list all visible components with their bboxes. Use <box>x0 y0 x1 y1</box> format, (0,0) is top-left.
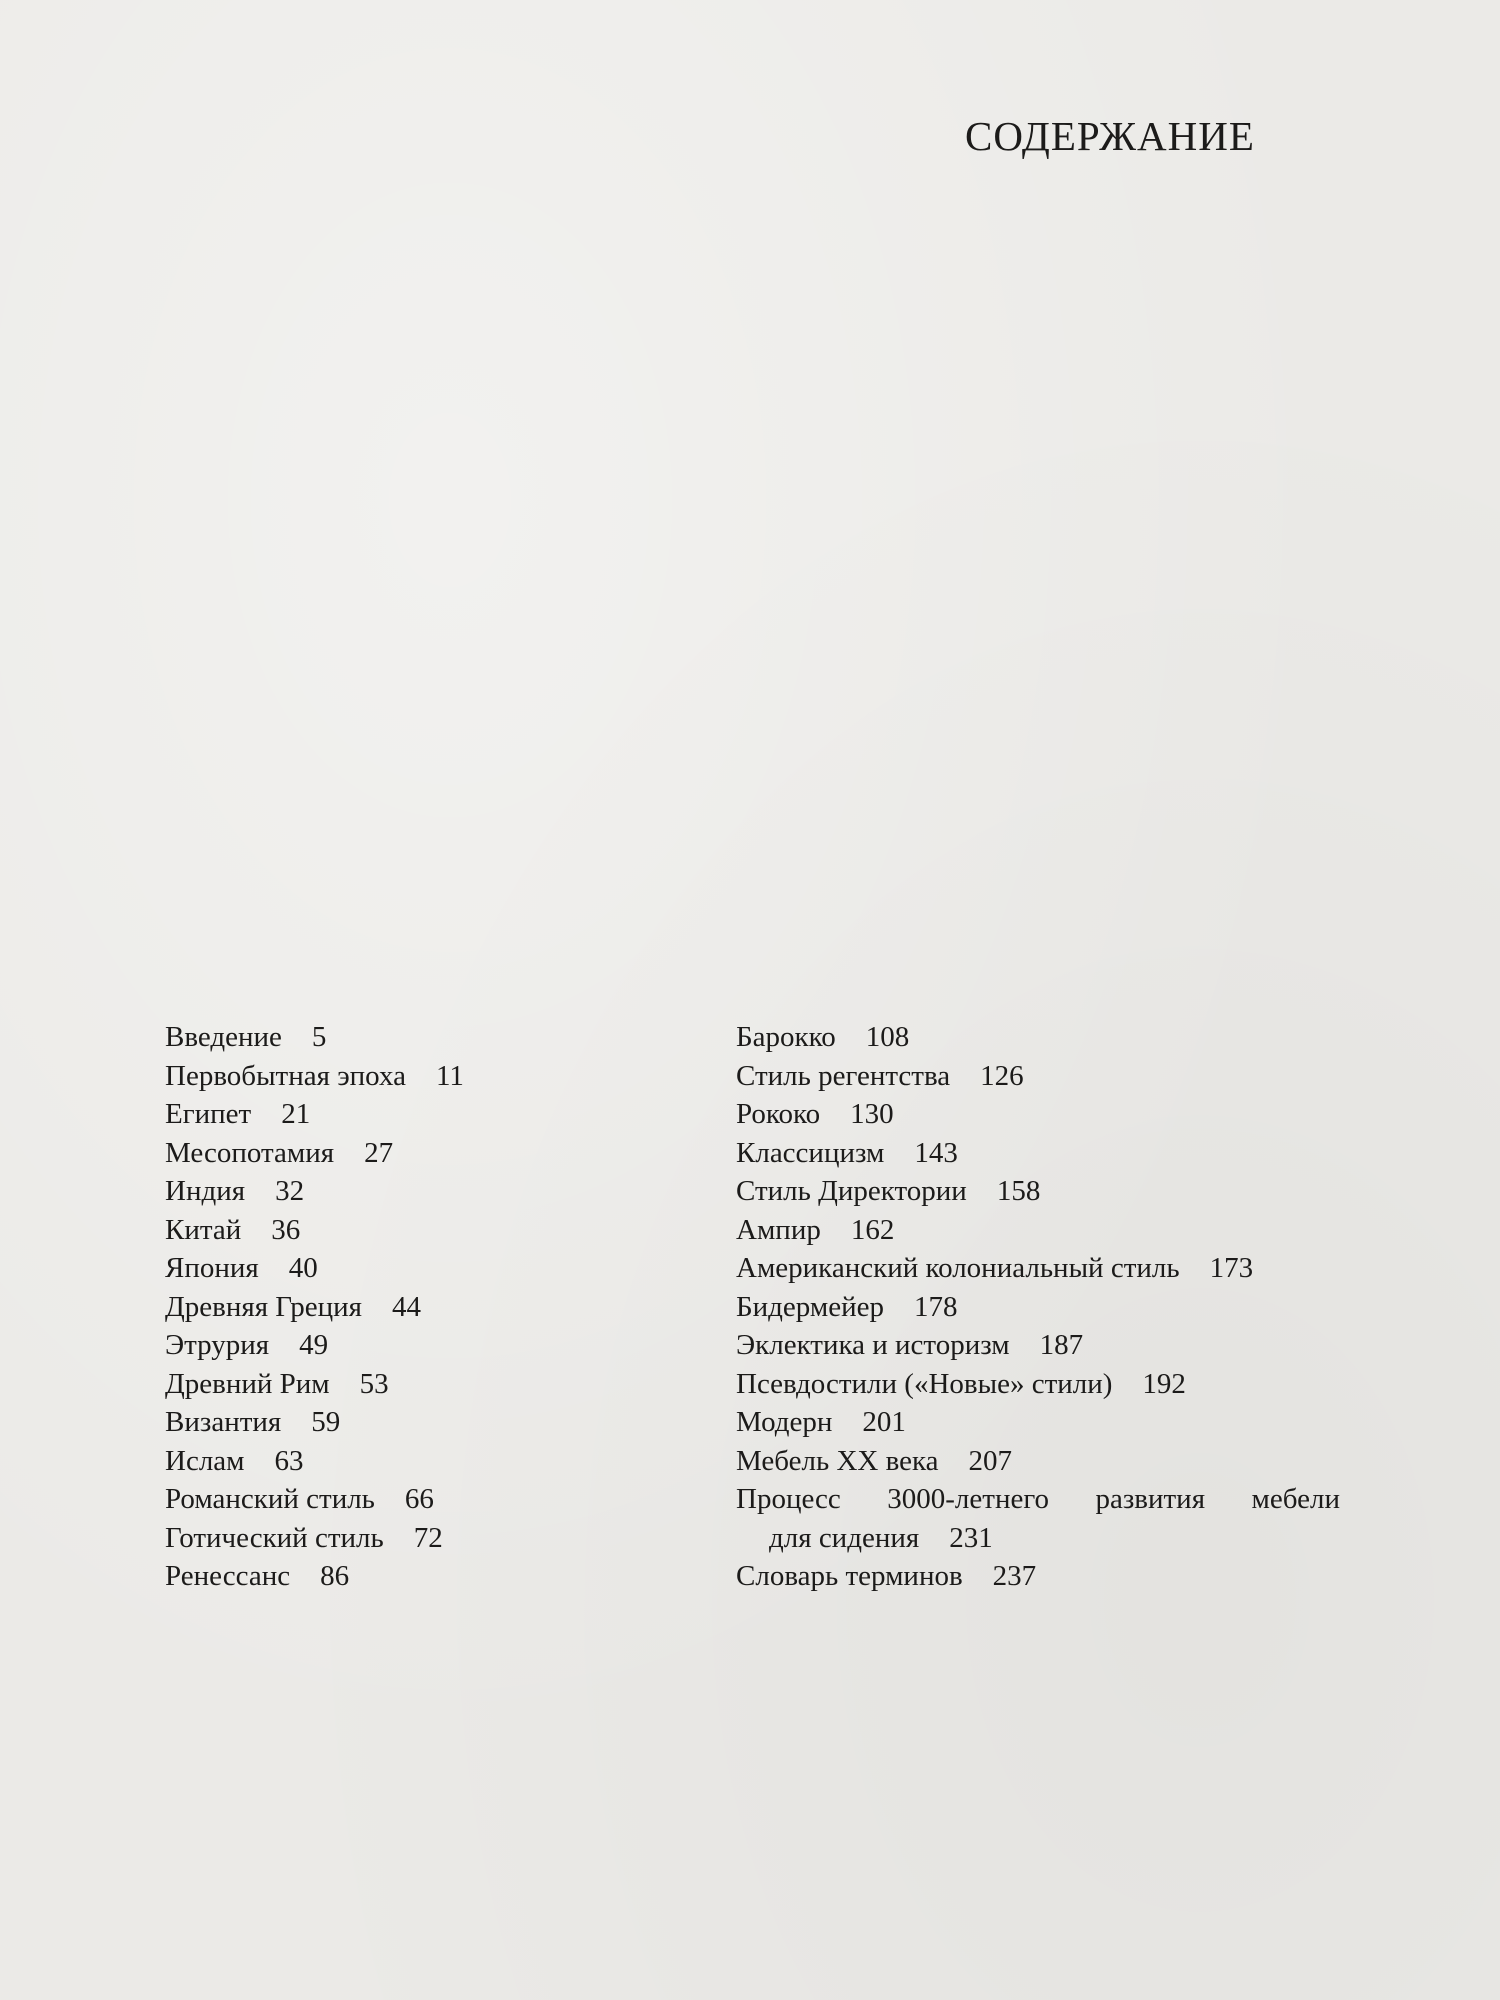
toc-entry-label: Византия <box>165 1406 282 1438</box>
toc-entry <box>165 1095 725 1134</box>
toc-entry-label: Египет <box>165 1098 252 1130</box>
toc-entry-label: Стиль регентства <box>736 1059 951 1092</box>
toc-entry-label: Американский колониальный стиль <box>736 1252 1180 1284</box>
toc-entry <box>165 1249 725 1288</box>
toc-entry-label: Барокко <box>736 1021 836 1053</box>
toc-entry-page: 192 <box>1142 1367 1186 1400</box>
toc-entry <box>736 1249 1346 1288</box>
toc-entry-label: Китай <box>165 1213 242 1246</box>
toc-entry-word: Процесс <box>736 1483 841 1515</box>
toc-entry <box>165 1057 725 1096</box>
toc-entry-page: 72 <box>413 1521 443 1554</box>
toc-entry-page: 126 <box>980 1059 1024 1092</box>
toc-entry-label: Ренессанс <box>165 1560 291 1592</box>
toc-entry <box>736 1442 1346 1481</box>
toc-entry-label: Древняя Греция <box>165 1290 362 1323</box>
toc-right-column <box>736 1018 1346 1596</box>
toc-entry-page: 59 <box>311 1406 341 1438</box>
toc-entry-word: 3000-летнего <box>887 1483 1050 1515</box>
toc-entry-label: Псевдостили («Новые» стили) <box>736 1367 1113 1400</box>
toc-entry-label: Словарь терминов <box>736 1560 963 1592</box>
toc-entry-label: Древний Рим <box>165 1367 330 1400</box>
toc-entry <box>165 1480 725 1519</box>
toc-entry <box>165 1403 725 1442</box>
toc-entry-page: 178 <box>913 1290 958 1323</box>
toc-entry-label: Введение <box>165 1021 282 1053</box>
toc-entry-page: 173 <box>1209 1252 1254 1284</box>
toc-entry-page: 237 <box>992 1560 1037 1592</box>
toc-entry-page: 21 <box>281 1098 311 1130</box>
toc-entry-label: Этрурия <box>165 1329 270 1361</box>
toc-entry <box>165 1519 725 1558</box>
toc-entry <box>736 1288 1346 1327</box>
toc-entry <box>165 1288 725 1327</box>
toc-entry-page: 187 <box>1039 1329 1084 1361</box>
toc-entry-label: Бидермейер <box>736 1290 884 1323</box>
toc-entry-label: Индия <box>165 1175 246 1207</box>
toc-entry-page: 86 <box>320 1560 350 1592</box>
toc-entry-page: 143 <box>914 1136 958 1169</box>
toc-entry <box>165 1557 725 1596</box>
toc-entry <box>736 1211 1346 1250</box>
toc-entry-label: Стиль Директории <box>736 1175 967 1207</box>
toc-entry-label: для сидения <box>769 1521 920 1554</box>
toc-entry-label: Классицизм <box>736 1136 885 1169</box>
toc-entry <box>165 1442 725 1481</box>
toc-entry-label: Готический стиль <box>165 1521 384 1554</box>
toc-entry <box>165 1326 725 1365</box>
toc-entry <box>165 1365 725 1404</box>
toc-entry <box>736 1057 1346 1096</box>
toc-entry-page: 66 <box>404 1483 434 1515</box>
toc-entry-page: 130 <box>850 1098 894 1130</box>
toc-entry-label: Романский стиль <box>165 1483 375 1515</box>
toc-entry-label-line-1 <box>736 1480 1340 1519</box>
toc-left-column <box>165 1018 725 1596</box>
toc-entry <box>736 1095 1346 1134</box>
toc-entry <box>165 1018 725 1057</box>
toc-entry-page: 201 <box>862 1406 906 1438</box>
toc-entry <box>736 1172 1346 1211</box>
toc-entry <box>736 1018 1346 1057</box>
toc-entry-page: 158 <box>996 1175 1041 1207</box>
toc-entry <box>736 1403 1346 1442</box>
toc-entry <box>165 1211 725 1250</box>
toc-entry-label: Ампир <box>736 1213 821 1246</box>
toc-entry <box>736 1557 1346 1596</box>
toc-entry-page: 32 <box>275 1175 305 1207</box>
toc-entry <box>736 1134 1346 1173</box>
toc-entry-word: развития <box>1095 1483 1206 1515</box>
toc-entry <box>736 1365 1346 1404</box>
toc-entry-page: 40 <box>288 1252 318 1284</box>
toc-entry-page: 231 <box>949 1521 993 1554</box>
toc-entry-label: Эклектика и историзм <box>736 1329 1010 1361</box>
toc-entry-label: Япония <box>165 1252 259 1284</box>
toc-entry-word: мебели <box>1251 1483 1340 1515</box>
toc-entry-page: 27 <box>364 1136 394 1169</box>
toc-entry-label: Рококо <box>736 1098 821 1130</box>
toc-entry-page: 44 <box>391 1290 421 1323</box>
page-title: СОДЕРЖАНИЕ <box>965 113 1255 159</box>
toc-entry-page: 162 <box>850 1213 895 1246</box>
toc-entry-label: Модерн <box>736 1406 833 1438</box>
toc-entry-page: 49 <box>299 1329 329 1361</box>
toc-entry-label: Мебель XX века <box>736 1444 939 1477</box>
toc-entry-page: 207 <box>968 1444 1013 1477</box>
toc-entry-label-line-2 <box>736 1519 1346 1558</box>
toc-entry-wrapped <box>736 1480 1346 1557</box>
toc-entry-page: 63 <box>274 1444 304 1477</box>
toc-entry-page: 11 <box>435 1059 464 1092</box>
toc-entry <box>736 1326 1346 1365</box>
toc-entry-page: 108 <box>865 1021 910 1053</box>
toc-entry-label: Месопотамия <box>165 1136 335 1169</box>
toc-entry <box>165 1134 725 1173</box>
toc-entry-label: Ислам <box>165 1444 245 1477</box>
toc-entry-page: 36 <box>271 1213 301 1246</box>
toc-entry <box>165 1172 725 1211</box>
toc-entry-page: 53 <box>359 1367 389 1400</box>
toc-entry-page: 5 <box>311 1021 327 1053</box>
toc-entry-label: Первобытная эпоха <box>165 1059 406 1092</box>
